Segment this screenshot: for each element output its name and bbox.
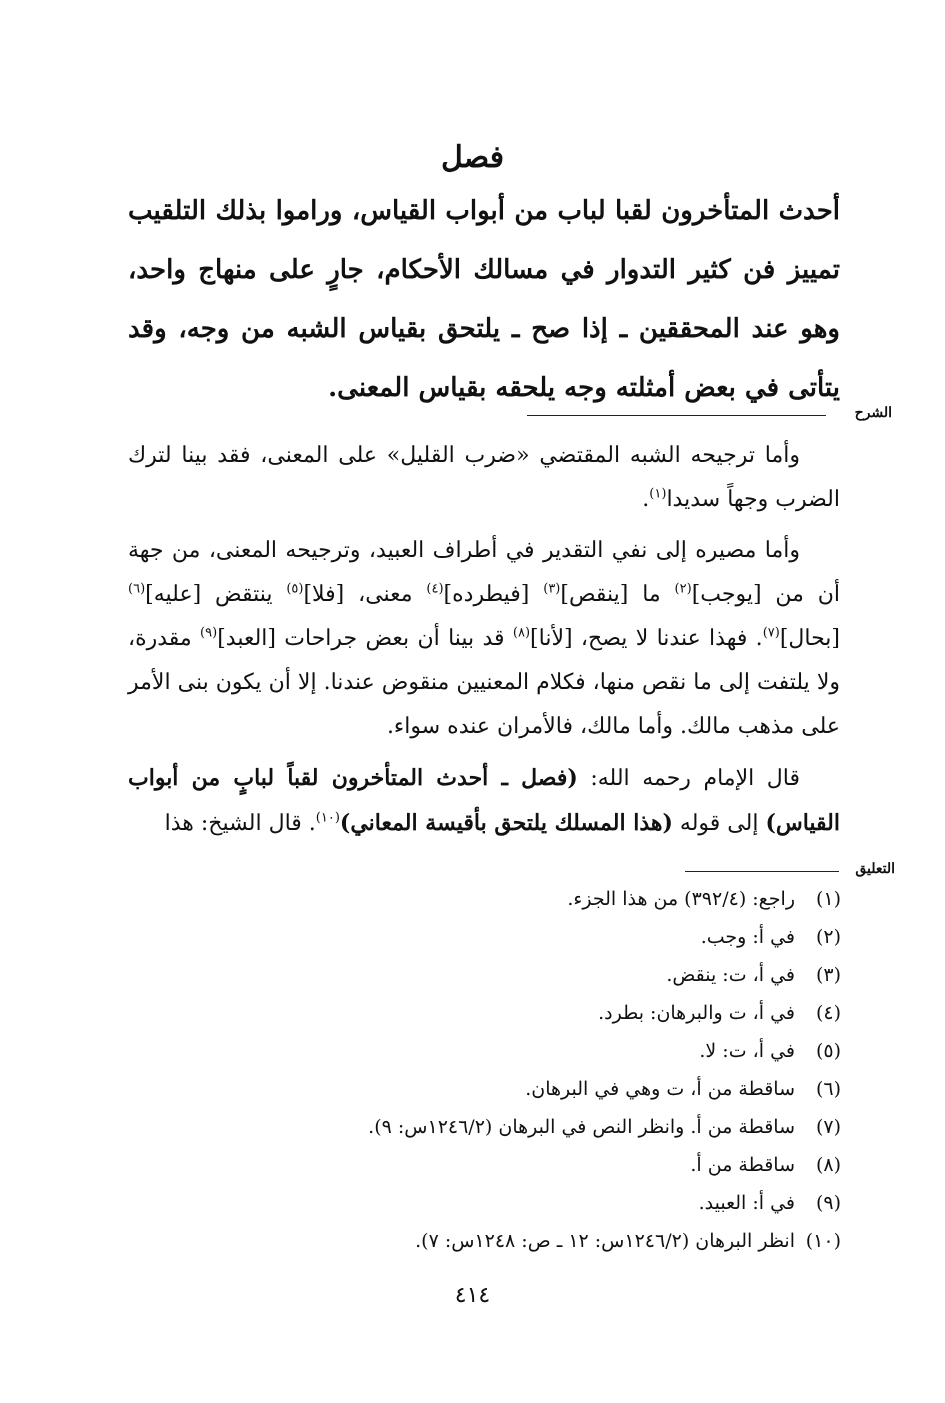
footnote-ref: (٤) [426, 581, 444, 597]
footnote-item [201, 1032, 841, 1070]
commentary-paragraph-2: وأما مصيره إلى نفي التقدير في أطراف العبيد، وترجيحه المعنى، من جهة أن من [يوجب]$^{(٢)}$ ما [ينقص]$^{(٣)}$ [فيطرده]$^{(٤)}$ معنى، [فلا]$^{(٥)}$ ينتقض [عليه]$^{(٦)}$ [بحال]$^{(٧)}$. فهذا عندنا لا يصح، [لأنا]$^{(٨)}$ قد بينا أن بعض جراحات [العبد]$^{(٩)}$ مقدرة، ولا يلتفت إلى ما نقص منها، فكلام المعنيين منقوض عندنا. إلا أن يكون بنى الأمر على مذهب مالك. وأما مالك، فالأمران عنده سواء. [128, 538, 841, 739]
main-text: أحدث المتأخرون لقبا لباب من أبواب القياس، وراموا بذلك التلقيب تمييز فن كثير التدوار في مسالك الأحكام، جارٍ على منهاج واحد، وهو عند المحققين ـ إذا صح ـ يلتحق بقياس الشبه من وجه، وقد يتأتى في بعض أمثلته وجه يلحقه بقياس المعنى. [128, 196, 840, 403]
footnote-ref: (١) [649, 486, 667, 502]
footnote-number: (٢) [815, 926, 841, 948]
page-number: ٤١٤ [454, 1283, 491, 1308]
commentary-paragraph-1: وأما ترجيحه الشبه المقتضي «ضرب القليل» على المعنى، فقد بينا لترك الضرب وجهاً سديدا$^{(١)}$. [128, 443, 840, 512]
footnote-text: راجع: (٣٩٢/٤) من هذا الجزء. [567, 888, 795, 910]
footnote-item [201, 1070, 841, 1108]
sharh-label: الشرح [854, 405, 892, 421]
commentary [128, 434, 840, 846]
commentary-paragraph-3: قال الإمام رحمه الله: (فصل ـ أحدث المتأخرون لقباً لبابٍ من أبواب القياس) إلى قوله (هذا المسلك يلتحق بأقيسة المعاني)$^{(١٠)}$. قال الشيخ: هذا [128, 765, 840, 836]
footnote-text: في أ، ت: ينقض. [666, 964, 795, 986]
footnote-text: ساقطة من أ. [690, 1154, 795, 1176]
footnote-text: في أ، ت: لا. [699, 1040, 795, 1062]
footnote-number: (٥) [815, 1040, 841, 1062]
footnote-ref: (١٠) [315, 810, 340, 826]
footnote-text: في أ: العبيد. [698, 1192, 795, 1214]
footnote-number: (٩) [815, 1192, 841, 1214]
footnote-item [201, 1108, 841, 1146]
footnote-text: في أ: وجب. [700, 926, 795, 948]
footnote-number: (٦) [815, 1078, 841, 1100]
footnote-number: (٤) [815, 1002, 841, 1024]
footnote-number: (٧) [815, 1116, 841, 1138]
footnotes [201, 880, 841, 1260]
footnote-ref: (٩) [200, 625, 218, 641]
footnote-text: انظر البرهان (١٢٤٦/٢س: ١٢ ـ ص: ١٢٤٨س: ٧). [415, 1230, 795, 1252]
footnote-item [201, 1222, 841, 1260]
footnote-item [201, 918, 841, 956]
taliq-label: التعليق [855, 861, 895, 877]
taliq-separator [685, 871, 839, 872]
footnote-item [201, 956, 841, 994]
footnote-text: ساقطة من أ، ت وهي في البرهان. [525, 1078, 795, 1100]
sharh-separator [527, 415, 826, 416]
footnote-ref: (٨) [512, 625, 531, 641]
section-heading: فصل [440, 140, 505, 175]
footnote-ref: (٣) [543, 581, 561, 597]
footnote-item [201, 1184, 841, 1222]
footnote-number: (١) [815, 888, 841, 910]
footnote-text: في أ، ت والبرهان: بطرد. [598, 1002, 795, 1024]
footnote-ref: (٦) [128, 581, 146, 597]
footnote-item [201, 1146, 841, 1184]
footnote-item [201, 994, 841, 1032]
footnote-text: ساقطة من أ. وانظر النص في البرهان (١٢٤٦/٢س: ٩). [368, 1116, 795, 1138]
footnote-ref: (٥) [286, 581, 304, 597]
footnote-item [201, 880, 841, 918]
footnote-ref: (٧) [762, 625, 780, 641]
footnote-number: (٣) [815, 964, 841, 986]
footnote-ref: (٢) [674, 581, 692, 597]
footnote-number: (١٠) [805, 1230, 841, 1252]
footnote-number: (٨) [815, 1154, 841, 1176]
